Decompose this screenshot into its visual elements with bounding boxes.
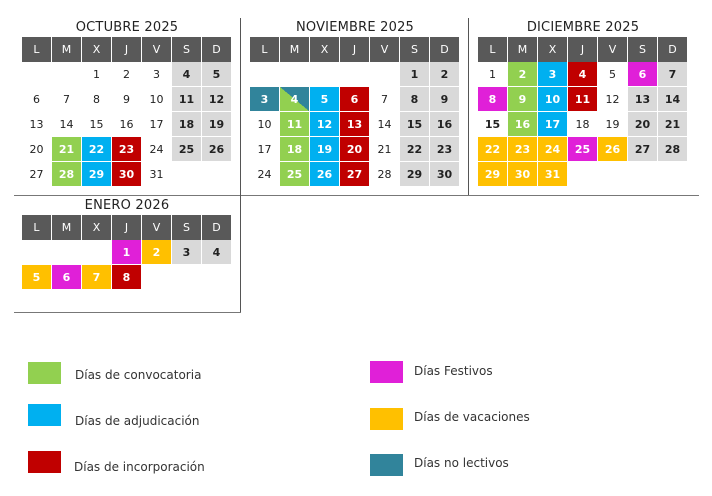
month-title: OCTUBRE 2025 bbox=[75, 20, 179, 35]
weekday-header: D bbox=[658, 37, 688, 62]
day-cell: 10 bbox=[250, 112, 280, 137]
weekday-header: D bbox=[430, 37, 460, 62]
weekday-header: L bbox=[478, 37, 508, 62]
day-cell: 24 bbox=[250, 162, 280, 187]
day-cell: 25 bbox=[280, 162, 310, 187]
day-cell: 15 bbox=[82, 112, 112, 137]
weekday-header: M bbox=[508, 37, 538, 62]
day-cell: 26 bbox=[310, 162, 340, 187]
day-cell: 13 bbox=[22, 112, 52, 137]
weekday-header: X bbox=[82, 37, 112, 62]
weekday-header: D bbox=[202, 215, 232, 240]
weekday-header: S bbox=[628, 37, 658, 62]
legend-label: Días de vacaciones bbox=[414, 410, 530, 424]
day-cell: 10 bbox=[142, 87, 172, 112]
day-cell: 5 bbox=[202, 62, 232, 87]
month-grid bbox=[478, 37, 688, 187]
day-cell: 17 bbox=[142, 112, 172, 137]
month-grid bbox=[22, 37, 232, 187]
legend-label: Días de adjudicación bbox=[75, 414, 200, 428]
day-cell: 22 bbox=[82, 137, 112, 162]
empty-day-cell bbox=[22, 240, 52, 265]
day-cell: 30 bbox=[508, 162, 538, 187]
day-cell: 31 bbox=[142, 162, 172, 187]
day-cell: 4 bbox=[172, 62, 202, 87]
day-cell: 18 bbox=[568, 112, 598, 137]
weekday-header: J bbox=[112, 215, 142, 240]
empty-day-cell bbox=[310, 62, 340, 87]
day-cell: 11 bbox=[568, 87, 598, 112]
day-cell: 8 bbox=[82, 87, 112, 112]
divider-line bbox=[240, 18, 241, 196]
day-cell: 20 bbox=[340, 137, 370, 162]
empty-day-cell bbox=[52, 62, 82, 87]
legend-swatch bbox=[370, 408, 403, 430]
day-cell: 23 bbox=[508, 137, 538, 162]
weekday-header: V bbox=[598, 37, 628, 62]
day-cell: 31 bbox=[538, 162, 568, 187]
day-cell: 8 bbox=[478, 87, 508, 112]
day-cell: 29 bbox=[400, 162, 430, 187]
month-grid bbox=[22, 215, 232, 290]
day-cell: 3 bbox=[250, 87, 280, 112]
day-cell: 7 bbox=[370, 87, 400, 112]
day-cell: 2 bbox=[430, 62, 460, 87]
weekday-header: X bbox=[538, 37, 568, 62]
day-cell: 12 bbox=[202, 87, 232, 112]
day-cell: 5 bbox=[598, 62, 628, 87]
day-cell: 22 bbox=[478, 137, 508, 162]
weekday-header: M bbox=[280, 37, 310, 62]
day-cell: 4 bbox=[568, 62, 598, 87]
day-cell: 6 bbox=[628, 62, 658, 87]
day-cell: 8 bbox=[112, 265, 142, 290]
day-cell: 7 bbox=[82, 265, 112, 290]
day-cell: 9 bbox=[508, 87, 538, 112]
day-cell: 21 bbox=[370, 137, 400, 162]
day-cell: 17 bbox=[250, 137, 280, 162]
day-cell: 27 bbox=[340, 162, 370, 187]
day-cell: 24 bbox=[538, 137, 568, 162]
day-cell: 29 bbox=[478, 162, 508, 187]
day-cell: 3 bbox=[538, 62, 568, 87]
month-title: DICIEMBRE 2025 bbox=[526, 20, 640, 35]
empty-day-cell bbox=[280, 62, 310, 87]
day-cell: 12 bbox=[598, 87, 628, 112]
legend-label: Días de convocatoria bbox=[75, 368, 202, 382]
empty-day-cell bbox=[370, 62, 400, 87]
weekday-header: M bbox=[52, 37, 82, 62]
day-cell: 6 bbox=[340, 87, 370, 112]
weekday-header: S bbox=[400, 37, 430, 62]
day-cell: 16 bbox=[430, 112, 460, 137]
day-cell: 21 bbox=[658, 112, 688, 137]
day-cell: 4 bbox=[280, 87, 310, 112]
day-cell: 27 bbox=[628, 137, 658, 162]
legend-swatch bbox=[28, 362, 61, 384]
day-cell: 27 bbox=[22, 162, 52, 187]
day-cell: 7 bbox=[52, 87, 82, 112]
weekday-header: V bbox=[142, 215, 172, 240]
day-cell: 5 bbox=[310, 87, 340, 112]
empty-day-cell bbox=[52, 240, 82, 265]
weekday-header: J bbox=[112, 37, 142, 62]
day-cell: 2 bbox=[112, 62, 142, 87]
day-cell: 18 bbox=[172, 112, 202, 137]
month-grid bbox=[250, 37, 460, 187]
day-cell: 10 bbox=[538, 87, 568, 112]
weekday-header: V bbox=[142, 37, 172, 62]
day-cell: 7 bbox=[658, 62, 688, 87]
divider-line bbox=[14, 312, 241, 313]
day-cell: 18 bbox=[280, 137, 310, 162]
day-cell: 5 bbox=[22, 265, 52, 290]
day-cell: 23 bbox=[430, 137, 460, 162]
day-cell: 14 bbox=[52, 112, 82, 137]
day-cell: 6 bbox=[22, 87, 52, 112]
day-cell: 1 bbox=[478, 62, 508, 87]
legend-swatch bbox=[28, 404, 61, 426]
day-cell: 19 bbox=[310, 137, 340, 162]
empty-day-cell bbox=[22, 62, 52, 87]
day-cell: 9 bbox=[430, 87, 460, 112]
day-cell: 16 bbox=[112, 112, 142, 137]
day-cell: 30 bbox=[112, 162, 142, 187]
day-cell: 14 bbox=[658, 87, 688, 112]
day-cell: 4 bbox=[202, 240, 232, 265]
divider-line bbox=[468, 18, 469, 196]
weekday-header: J bbox=[340, 37, 370, 62]
divider-line bbox=[14, 195, 699, 196]
day-cell: 25 bbox=[568, 137, 598, 162]
weekday-header: S bbox=[172, 215, 202, 240]
day-cell: 9 bbox=[112, 87, 142, 112]
day-cell: 11 bbox=[172, 87, 202, 112]
day-cell: 26 bbox=[598, 137, 628, 162]
day-cell: 29 bbox=[82, 162, 112, 187]
weekday-header: L bbox=[250, 37, 280, 62]
day-cell: 22 bbox=[400, 137, 430, 162]
legend-label: Días no lectivos bbox=[414, 456, 509, 470]
day-cell: 28 bbox=[52, 162, 82, 187]
month-title: NOVIEMBRE 2025 bbox=[295, 20, 415, 35]
day-cell: 15 bbox=[400, 112, 430, 137]
day-cell: 30 bbox=[430, 162, 460, 187]
day-cell: 16 bbox=[508, 112, 538, 137]
day-cell: 25 bbox=[172, 137, 202, 162]
day-cell: 14 bbox=[370, 112, 400, 137]
day-cell: 23 bbox=[112, 137, 142, 162]
day-cell: 13 bbox=[628, 87, 658, 112]
day-cell: 1 bbox=[82, 62, 112, 87]
empty-day-cell bbox=[340, 62, 370, 87]
legend-swatch bbox=[370, 361, 403, 383]
day-cell: 8 bbox=[400, 87, 430, 112]
legend-label: Días de incorporación bbox=[74, 460, 205, 474]
day-cell: 1 bbox=[112, 240, 142, 265]
day-cell: 28 bbox=[370, 162, 400, 187]
day-cell: 21 bbox=[52, 137, 82, 162]
weekday-header: S bbox=[172, 37, 202, 62]
weekday-header: M bbox=[52, 215, 82, 240]
empty-day-cell bbox=[250, 62, 280, 87]
legend-label: Días Festivos bbox=[414, 364, 493, 378]
day-cell: 26 bbox=[202, 137, 232, 162]
day-cell: 3 bbox=[142, 62, 172, 87]
day-cell: 1 bbox=[400, 62, 430, 87]
weekday-header: J bbox=[568, 37, 598, 62]
day-cell: 11 bbox=[280, 112, 310, 137]
divider-line bbox=[240, 195, 241, 313]
weekday-header: V bbox=[370, 37, 400, 62]
day-cell: 20 bbox=[628, 112, 658, 137]
weekday-header: X bbox=[310, 37, 340, 62]
weekday-header: L bbox=[22, 37, 52, 62]
empty-day-cell bbox=[82, 240, 112, 265]
day-cell: 17 bbox=[538, 112, 568, 137]
day-cell: 24 bbox=[142, 137, 172, 162]
day-cell: 28 bbox=[658, 137, 688, 162]
weekday-header: D bbox=[202, 37, 232, 62]
day-cell: 6 bbox=[52, 265, 82, 290]
day-cell: 3 bbox=[172, 240, 202, 265]
day-cell: 19 bbox=[202, 112, 232, 137]
day-cell: 12 bbox=[310, 112, 340, 137]
legend-swatch bbox=[370, 454, 403, 476]
month-title: ENERO 2026 bbox=[84, 198, 170, 213]
legend-swatch bbox=[28, 451, 61, 473]
weekday-header: X bbox=[82, 215, 112, 240]
day-cell: 13 bbox=[340, 112, 370, 137]
day-cell: 20 bbox=[22, 137, 52, 162]
day-cell: 2 bbox=[508, 62, 538, 87]
day-cell: 15 bbox=[478, 112, 508, 137]
day-cell: 2 bbox=[142, 240, 172, 265]
weekday-header: L bbox=[22, 215, 52, 240]
day-cell: 19 bbox=[598, 112, 628, 137]
